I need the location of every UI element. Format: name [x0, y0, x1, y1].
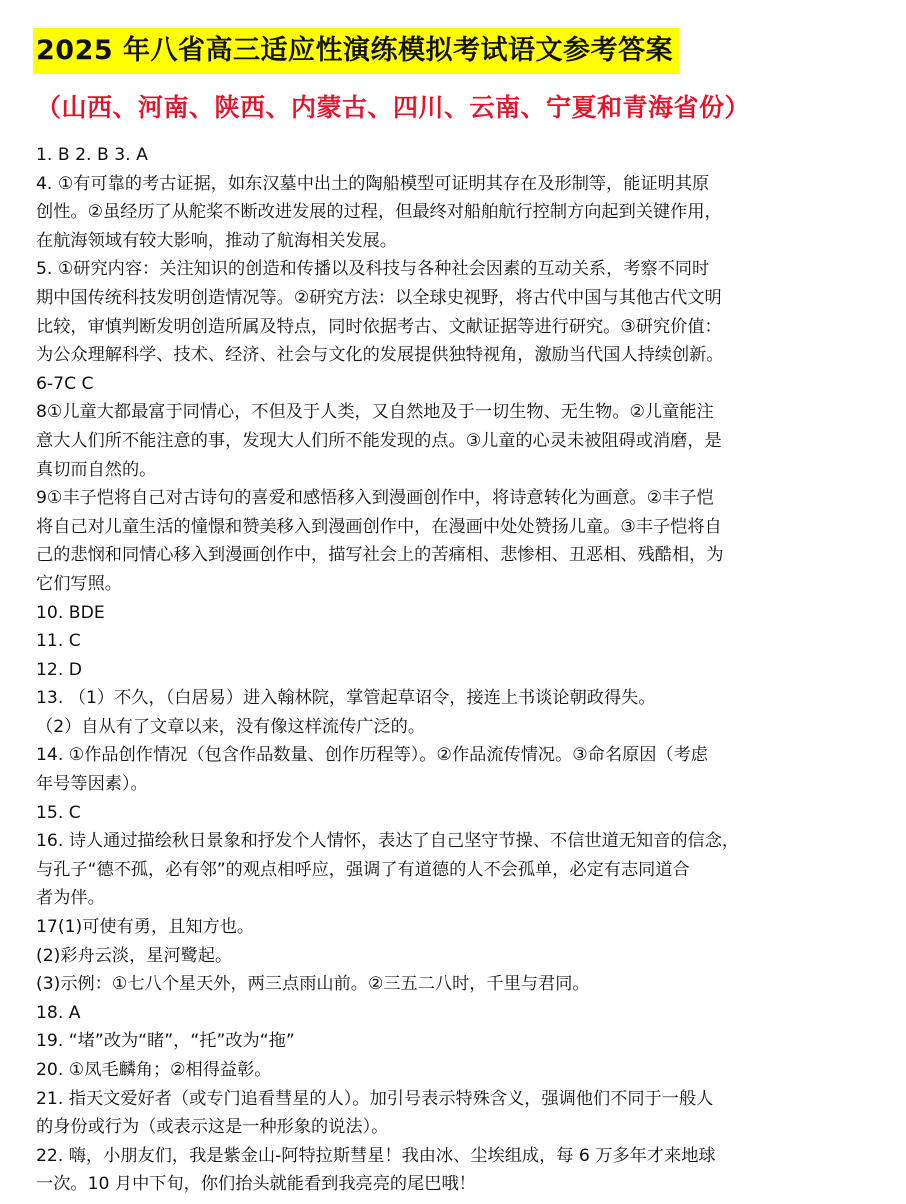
answer-line: 11. C — [36, 631, 81, 652]
answer-line: 1. B 2. B 3. A — [36, 145, 148, 165]
answer-line: 10. BDE — [36, 602, 105, 623]
answer-line: （2）自从有了文章以来，没有像这样流传广泛的。 — [36, 716, 426, 737]
answer-line: 8①儿童大都最富于同情心，不但及于人类，又自然地及于一切生物、无生物。②儿童能注 — [36, 402, 714, 423]
answer-line: 14. ①作品创作情况（包含作品数量、创作历程等）。②作品流传情况。③命名原因（考虑 — [36, 745, 708, 766]
answer-line: 21. 指天文爱好者（或专门追看彗星的人）。加引号表示特殊含义，强调他们不同于一般人 — [36, 1088, 714, 1109]
answer-line: 22. 嗨，小朋友们，我是紫金山-阿特拉斯彗星！我由冰、尘埃组成，每 6 万多年才来地球 — [36, 1145, 716, 1166]
answer-line: 9①丰子恺将自己对古诗句的喜爱和感悟移入到漫画创作中，将诗意转化为画意。②丰子恺 — [36, 488, 714, 509]
answer-line: 与孔子“德不孤，必有邻”的观点相呼应，强调了有道德的人不会孤单，必定有志同道合 — [36, 859, 690, 880]
answer-list — [36, 141, 882, 1199]
answer-line: 创性。②虽经历了从舵桨不断改进发展的过程，但最终对船舶航行控制方向起到关键作用， — [36, 202, 722, 223]
answer-line: 意大人们所不能注意的事，发现大人们所不能发现的点。③儿童的心灵未被阻碍或消磨，是 — [36, 430, 722, 451]
answer-line: (3)示例：①七八个星天外，两三点雨山前。②三五二八时，千里与君同。 — [36, 974, 590, 995]
document-title: 2025 年八省高三适应性演练模拟考试语文参考答案 — [33, 28, 679, 74]
answer-line: 在航海领域有较大影响，推动了航海相关发展。 — [36, 230, 397, 251]
answer-line: 4. ①有可靠的考古证据，如东汉墓中出土的陶船模型可证明其存在及形制等，能证明其原 — [36, 173, 710, 194]
document-subtitle: （山西、河南、陕西、内蒙古、四川、云南、宁夏和青海省份） — [36, 93, 751, 122]
answer-line: 比较，审慎判断发明创造所属及特点，同时依据考古、文献证据等进行研究。③研究价值： — [36, 316, 722, 337]
answer-line: 17(1)可使有勇，且知方也。 — [36, 917, 255, 938]
answer-line: 16. 诗人通过描绘秋日景象和抒发个人情怀，表达了自己坚守节操、不信世道无知音的信念， — [36, 831, 740, 852]
title-highlight-block — [33, 28, 679, 74]
answer-line: 6-7C C — [36, 373, 94, 394]
answer-line: (2)彩舟云淡，星河鹭起。 — [36, 945, 233, 966]
answer-line: 它们写照。 — [36, 573, 122, 594]
answer-line: 13. （1）不久，（白居易）进入翰林院，掌管起草诏令，接连上书谈论朝政得失。 — [36, 688, 656, 709]
answer-line: 年号等因素）。 — [36, 774, 148, 795]
answer-line: 19. “堵”改为“睹”，“托”改为“拖” — [36, 1031, 295, 1052]
answer-line: 一次。10 月中下旬，你们抬头就能看到我亮亮的尾巴哦！ — [36, 1174, 476, 1195]
answer-line: 为公众理解科学、技术、经济、社会与文化的发展提供独特视角，激励当代国人持续创新。 — [36, 345, 724, 366]
answer-line: 的身份或行为（或表示这是一种形象的说法）。 — [36, 1117, 389, 1138]
answer-line: 18. A — [36, 1002, 81, 1023]
answer-line: 己的悲悯和同情心移入到漫画创作中，描写社会上的苦痛相、悲惨相、丑恶相、残酷相，为 — [36, 545, 724, 566]
answer-line: 真切而自然的。 — [36, 459, 157, 480]
answer-line: 期中国传统科技发明创造情况等。②研究方法：以全球史视野，将古代中国与其他古代文明 — [36, 287, 722, 308]
answer-line: 20. ①凤毛麟角；②相得益彰。 — [36, 1060, 272, 1080]
answer-line: 15. C — [36, 802, 81, 823]
answer-line: 将自己对儿童生活的憧憬和赞美移入到漫画创作中，在漫画中处处赞扬儿童。③丰子恺将自 — [36, 516, 722, 537]
answer-line: 者为伴。 — [36, 888, 105, 909]
answer-line: 12. D — [36, 659, 83, 680]
answer-line: 5. ①研究内容：关注知识的创造和传播以及科技与各种社会因素的互动关系，考察不同时 — [36, 259, 710, 280]
